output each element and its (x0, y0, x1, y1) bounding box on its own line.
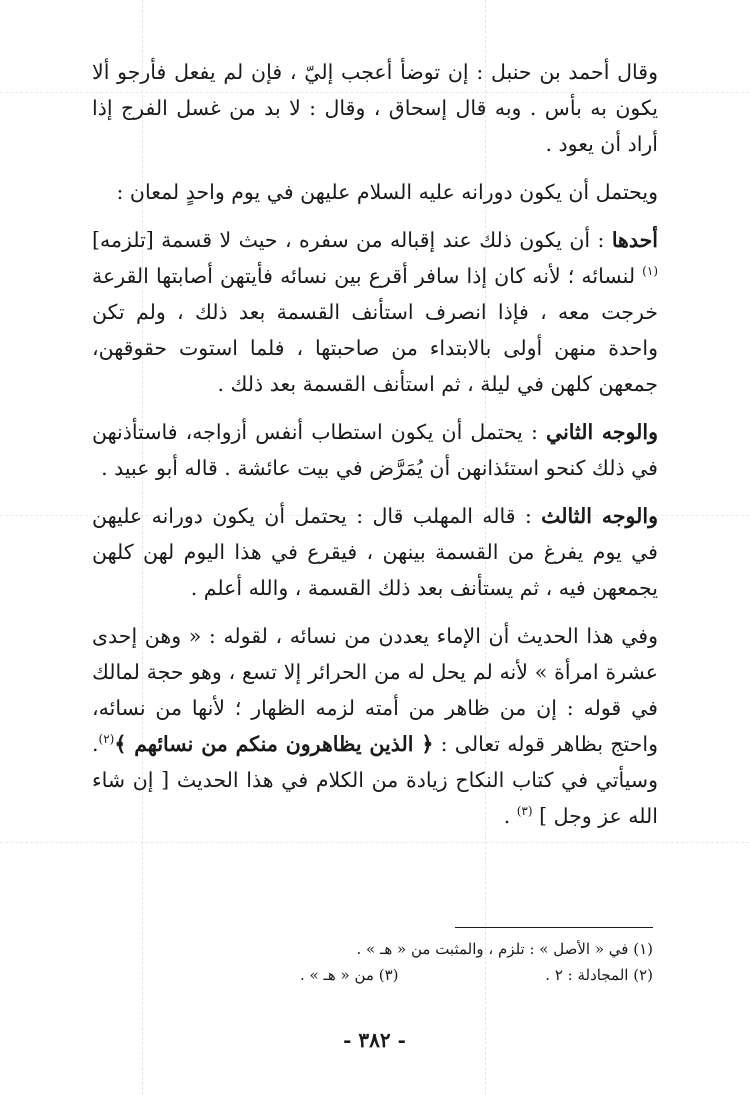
footnote-ref: (٢) (98, 732, 115, 747)
footnote-ref: (١) (642, 264, 658, 279)
paragraph-lead: والوجه الثاني (546, 420, 658, 444)
paragraph-4 (92, 414, 658, 486)
footnote-divider (455, 927, 653, 928)
paragraph-text: : قاله المهلب قال : يحتمل أن يكون دورانه عليهن في يوم يفرغ من القسمة بينهن ، فيقرع في هذا اليوم لهن كلهن يجمعهن فيه ، ثم يستأنف بعد ذلك القسمة ، والله أعلم . (92, 504, 658, 600)
footnote-2: (٢) المجادلة : ٢ . (545, 966, 653, 984)
paragraph-text: : يحتمل أن يكون استطاب أنفس أزواجه، فاستأذنهن في ذلك كنحو استئذانهن أن يُمَرَّض في بيت عائشة . قاله أبو عبيد . (92, 420, 658, 480)
paragraph-lead: أحدها (611, 228, 658, 252)
paragraph-text: : أن يكون ذلك عند إقباله من سفره ، حيث لا قسمة [تلزمه] (92, 228, 612, 252)
paragraph-text: . (503, 804, 517, 828)
paragraph-2: ويحتمل أن يكون دورانه عليه السلام عليهن في يوم واحدٍ لمعان : (116, 180, 658, 204)
main-text (92, 54, 658, 834)
page-number: - ٣٨٢ - (343, 1028, 406, 1052)
paragraph-lead: والوجه الثالث (541, 504, 658, 528)
paragraph-5 (92, 498, 658, 606)
footnotes (300, 936, 653, 988)
quran-quote: ﴿ الذين يظاهرون منكم من نسائهم ﴾ (114, 732, 434, 756)
footnote-row (300, 962, 653, 988)
paragraph-text: . وسيأتي في كتاب النكاح زيادة من الكلام في هذا الحديث [ إن شاء الله عز وجل ] (92, 732, 658, 828)
paragraph-1: وقال أحمد بن حنبل : إن توضأ أعجب إليّ ، فإن لم يفعل فأرجو ألا يكون به بأس . وبه قال إسحاق ، وقال : لا بد من غسل الفرج إذا أراد أن يعود . (92, 60, 658, 156)
paragraph-text: وفي هذا الحديث أن الإماء يعددن من نسائه ، لقوله : « وهن إحدى عشرة امرأة » لأنه لم يحل له من الحرائر إلا تسع ، وهو حجة لمالك في قوله : إن من ظاهر من أمته لزمه الظهار ؛ لأنها من نسائه، واحتج بظاهر قوله تعالى : (92, 624, 658, 756)
footnote-3: (٣) من « هـ » . (300, 966, 399, 984)
fold-line (0, 842, 749, 843)
paragraph-text: لنسائه ؛ لأنه كان إذا سافر أقرع بين نسائه فأيتهن أصابتها القرعة خرجت معه ، فإذا انصرف استأنف القسمة بعد ذلك ، ولم تكن واحدة منهن أولى بالابتداء من صاحبتها ، فلما استوت حقوقهن، جمعهن كلهن في ليلة ، ثم استأنف القسمة بعد ذلك . (92, 264, 658, 396)
paragraph-3 (92, 222, 658, 402)
footnote-1: (١) في « الأصل » : تلزم ، والمثبت من « هـ » . (356, 940, 653, 958)
footnote-ref: (٣) (516, 804, 533, 819)
paragraph-6 (92, 618, 658, 834)
